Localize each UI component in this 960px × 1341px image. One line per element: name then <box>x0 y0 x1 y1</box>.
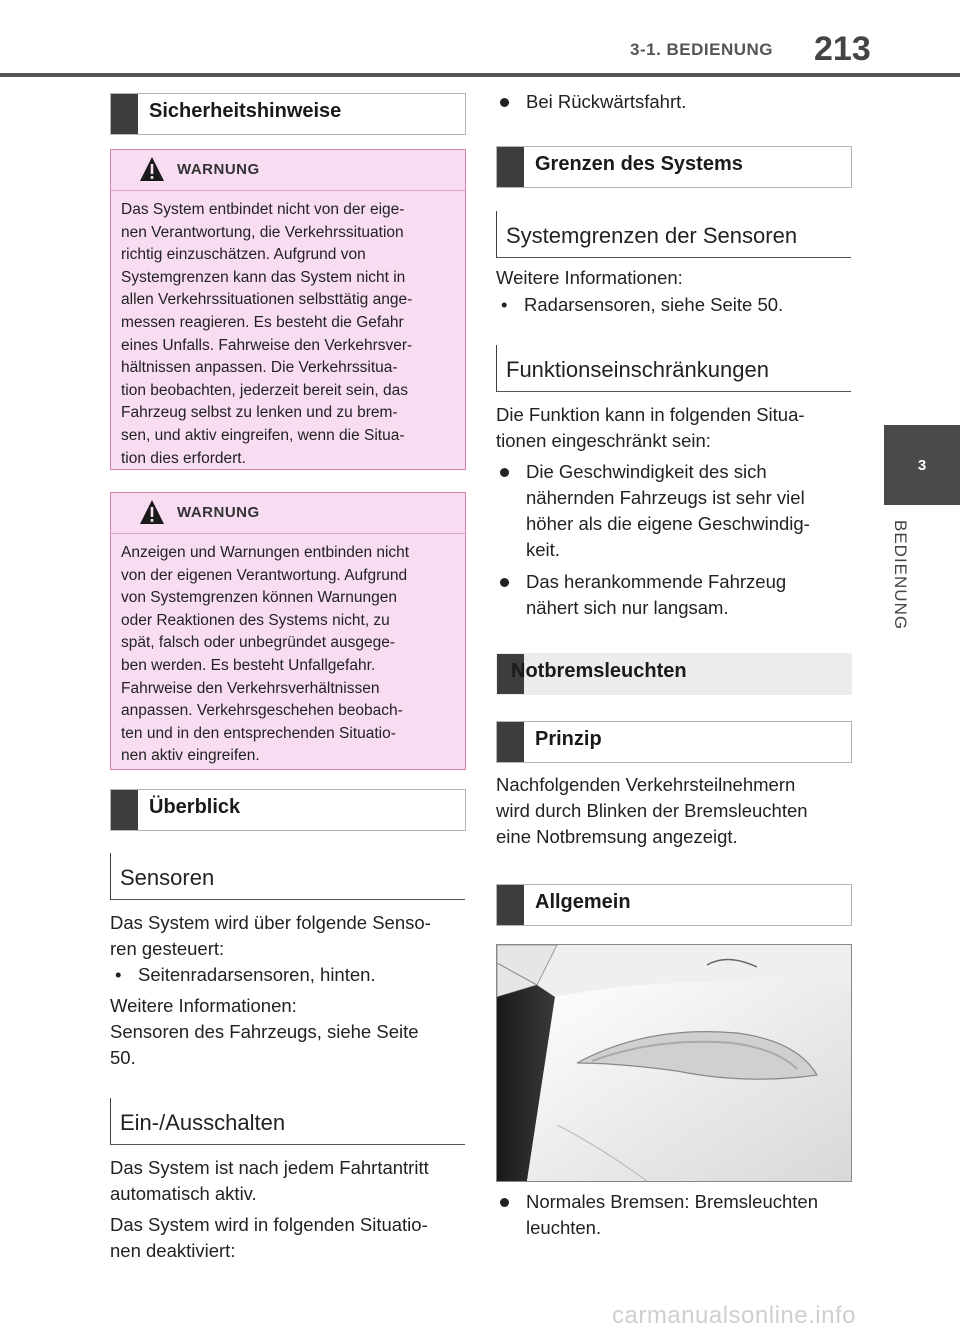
sensors-paragraph-2 <box>110 993 470 1071</box>
normal-braking-text <box>526 1189 818 1241</box>
limit-bullet-1-text <box>526 459 810 563</box>
bullet-dot <box>500 98 509 107</box>
heading-bar <box>111 94 138 134</box>
warning-line: messen reagieren. Es besteht die Gefahr <box>121 313 404 331</box>
text-line: Das herankommende Fahrzeug <box>526 571 787 592</box>
general-heading <box>496 884 852 926</box>
function-paragraph <box>496 402 856 454</box>
warning-line: Systemgrenzen kann das System nicht in <box>121 268 406 286</box>
section-label: 3-1. BEDIENUNG <box>630 40 774 59</box>
heading-bar <box>497 885 524 925</box>
warning-line: allen Verkehrssituationen selbsttätig ange- <box>121 291 413 309</box>
normal-braking-bullet <box>500 1189 850 1241</box>
sensors-paragraph-1 <box>110 910 470 962</box>
onoff-paragraph-1 <box>110 1155 470 1207</box>
brake-lights-heading-text: Notbremsleuchten <box>511 659 687 682</box>
warning-line: ben werden. Es besteht Unfallgefahr. <box>121 656 376 674</box>
warning-line: von der eigenen Verantwortung. Aufgrund <box>121 566 408 584</box>
onoff-paragraph-2 <box>110 1212 470 1264</box>
warning-line: nen Verantwortung, die Verkehrssituation <box>121 223 404 241</box>
text-line: Das System wird in folgenden Situatio- <box>110 1214 428 1235</box>
chapter-number: 3 <box>917 456 927 474</box>
text-line: Weitere Informationen: <box>110 995 297 1016</box>
warning-line: hältnissen anpassen. Die Verkehrssitua- <box>121 359 398 377</box>
page-number: 213 <box>814 30 871 68</box>
watermark: carmanualsonline.info <box>612 1302 856 1329</box>
heading-bar <box>111 790 138 830</box>
limits-heading-text: Grenzen des Systems <box>535 152 743 175</box>
sensor-limits-subheading <box>496 211 851 258</box>
limits-heading <box>496 146 852 188</box>
warning-label: WARNUNG <box>177 504 260 521</box>
text-line: Die Geschwindigkeit des sich <box>526 461 767 482</box>
warning-label: WARNUNG <box>177 161 260 178</box>
warning-text-2 <box>111 534 465 768</box>
text-line: keit. <box>526 539 560 560</box>
text-line: Das System wird über folgende Senso- <box>110 912 431 933</box>
warning-line: spät, falsch oder unbegründet ausgege- <box>121 634 396 652</box>
warning-line: Das System entbindet nicht von der eige- <box>121 201 405 218</box>
car-rear-light-image <box>497 945 851 1181</box>
warning-line: anpassen. Verkehrsgeschehen beobach- <box>121 702 403 720</box>
limit-bullet-1 <box>500 459 850 563</box>
warning-text-1 <box>111 191 465 470</box>
list-marker: • <box>115 964 122 985</box>
warning-line: Fahrweise den Verkehrsverhältnissen <box>121 679 380 697</box>
sensors-subheading-text: Sensoren <box>120 865 215 890</box>
text-line: höher als die eigene Geschwindig- <box>526 513 810 534</box>
function-limits-subheading <box>496 345 851 392</box>
radar-list-item-text: Radarsensoren, siehe Seite 50. <box>524 294 784 315</box>
warning-title-bar <box>111 493 465 534</box>
text-line: Nachfolgenden Verkehrsteilnehmern <box>496 774 796 795</box>
warning-line: tion dies erfordert. <box>121 449 246 467</box>
heading-bar <box>497 722 524 762</box>
warning-title-bar <box>111 150 465 191</box>
chapter-label-text: BEDIENUNG <box>891 520 910 631</box>
text-line: Sensoren des Fahrzeugs, siehe Seite <box>110 1021 419 1042</box>
text-line: eine Notbremsung angezeigt. <box>496 826 738 847</box>
principle-heading-text: Prinzip <box>535 727 602 750</box>
overview-heading <box>110 789 466 831</box>
safety-heading-text: Sicherheitshinweise <box>149 99 342 122</box>
chapter-label <box>891 520 940 640</box>
bullet-dot <box>500 578 509 587</box>
warning-box-2 <box>110 492 466 770</box>
brake-lights-heading <box>496 653 852 695</box>
warning-line: oder Reaktionen des Systems nicht, zu <box>121 611 390 629</box>
principle-paragraph <box>496 772 856 850</box>
sensors-list-item <box>115 962 465 988</box>
onoff-subheading <box>110 1098 465 1145</box>
text-line: automatisch aktiv. <box>110 1183 257 1204</box>
list-marker: • <box>501 294 508 315</box>
text-line: leuchten. <box>526 1217 602 1238</box>
function-limits-subheading-text: Funktionseinschränkungen <box>506 357 769 382</box>
warning-line: richtig einzuschätzen. Aufgrund von <box>121 246 366 264</box>
warning-box-1 <box>110 149 466 470</box>
bullet-reverse <box>500 89 850 115</box>
heading-bar <box>497 147 524 187</box>
bullet-dot <box>500 1198 509 1207</box>
text-line: nähert sich nur langsam. <box>526 597 729 618</box>
warning-line: ten und in den entsprechenden Situatio- <box>121 724 396 742</box>
radar-list-item <box>501 292 851 318</box>
warning-line: tion beobachten, jederzeit bereit sein, das <box>121 381 408 399</box>
sensor-limits-subheading-text: Systemgrenzen der Sensoren <box>506 223 798 248</box>
safety-heading <box>110 93 466 135</box>
text-line: wird durch Blinken der Bremsleuchten <box>496 800 808 821</box>
principle-heading <box>496 721 852 763</box>
chapter-tab <box>884 425 960 505</box>
limit-bullet-2 <box>500 569 850 621</box>
onoff-subheading-text: Ein-/Ausschalten <box>120 1110 286 1135</box>
text-line: Die Funktion kann in folgenden Situa- <box>496 404 805 425</box>
warning-line: nen aktiv eingreifen. <box>121 747 260 765</box>
text-line: nen deaktiviert: <box>110 1240 236 1261</box>
bullet-reverse-text: Bei Rückwärtsfahrt. <box>526 91 687 112</box>
warning-line: von Systemgrenzen können Warnungen <box>121 589 398 607</box>
overview-heading-text: Überblick <box>149 795 241 818</box>
limit-bullet-2-text <box>526 569 786 621</box>
brake-light-illustration <box>496 944 852 1182</box>
warning-line: sen, und aktiv eingreifen, wenn die Situa- <box>121 426 405 444</box>
sensors-subheading <box>110 853 465 900</box>
warning-line: Anzeigen und Warnungen entbinden nicht <box>121 544 410 561</box>
bullet-dot <box>500 468 509 477</box>
text-line: Normales Bremsen: Bremsleuchten <box>526 1191 818 1212</box>
sensors-list-item-text: Seitenradarsensoren, hinten. <box>138 964 376 985</box>
warning-line: eines Unfalls. Fahrweise den Verkehrsver- <box>121 336 413 354</box>
text-line: nähernden Fahrzeugs ist sehr viel <box>526 487 805 508</box>
text-line: 50. <box>110 1047 136 1068</box>
warning-triangle-icon <box>139 156 165 182</box>
header-rule <box>0 73 960 77</box>
text-line: ren gesteuert: <box>110 938 225 959</box>
text-line: tionen eingeschränkt sein: <box>496 430 711 451</box>
warning-triangle-icon <box>139 499 165 525</box>
warning-line: Fahrzeug selbst zu lenken und zu brem- <box>121 404 398 422</box>
general-heading-text: Allgemein <box>535 890 631 913</box>
more-info-text: Weitere Informationen: <box>496 267 683 288</box>
text-line: Das System ist nach jedem Fahrtantritt <box>110 1157 429 1178</box>
